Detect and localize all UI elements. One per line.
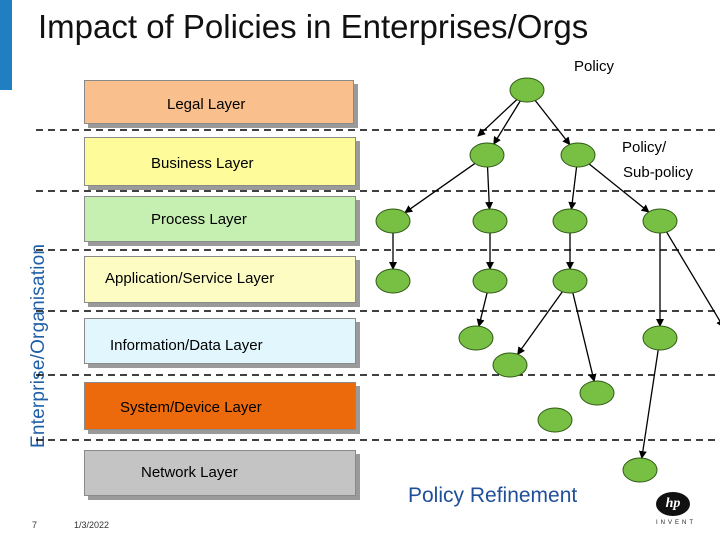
hp-logo-subtext: INVENT <box>656 520 697 526</box>
policy-node <box>510 78 544 102</box>
enterprise-organisation-label: Enterprise/Organisation <box>28 243 49 448</box>
policy-node <box>553 209 587 233</box>
legal-layer-label: Legal Layer <box>167 96 246 113</box>
legal-layer <box>84 80 354 124</box>
information-data-layer-label: Information/Data Layer <box>110 337 263 354</box>
policy-node <box>473 269 507 293</box>
policy-node <box>473 209 507 233</box>
application-service-layer <box>84 256 356 303</box>
policy-edge-arrow <box>405 163 475 212</box>
policy-node <box>553 269 587 293</box>
business-layer-label: Business Layer <box>151 155 254 172</box>
information-data-layer <box>84 318 356 364</box>
subpolicy-label-line1: Policy/ <box>622 139 667 156</box>
process-layer <box>84 196 356 242</box>
policy-node <box>459 326 493 350</box>
policy-edge-arrow <box>667 232 720 327</box>
policy-node <box>561 143 595 167</box>
policy-edge-arrow <box>571 167 576 209</box>
page-number: 7 <box>32 520 38 530</box>
policy-edge-arrow <box>535 100 570 144</box>
network-layer-label: Network Layer <box>141 464 238 481</box>
policy-edge-arrow <box>479 293 487 326</box>
policy-node <box>643 209 677 233</box>
policy-label: Policy <box>574 58 615 75</box>
policy-node <box>538 408 572 432</box>
footer-date: 1/3/2022 <box>74 520 110 530</box>
network-layer <box>84 450 356 496</box>
policy-edge-arrow <box>518 292 563 355</box>
hp-logo: hp <box>656 492 690 516</box>
policy-node <box>376 209 410 233</box>
application-service-layer-label: Application/Service Layer <box>105 270 275 287</box>
policy-node <box>580 381 614 405</box>
slide-title: Impact of Policies in Enterprises/Orgs <box>38 8 589 45</box>
policy-refinement-label: Policy Refinement <box>408 484 578 507</box>
policy-node <box>623 458 657 482</box>
subpolicy-label-line2: Sub-policy <box>623 164 694 181</box>
process-layer-label: Process Layer <box>151 211 247 228</box>
system-device-layer <box>84 382 356 430</box>
policy-edge-arrow <box>642 350 658 458</box>
business-layer <box>84 137 356 186</box>
policy-edge-arrow <box>494 101 520 144</box>
policy-edge-arrow <box>488 167 490 209</box>
policy-node <box>493 353 527 377</box>
policy-node <box>376 269 410 293</box>
system-device-layer-label: System/Device Layer <box>120 399 262 416</box>
policy-edge-arrow <box>573 293 594 381</box>
policy-node <box>470 143 504 167</box>
policy-node <box>643 326 677 350</box>
